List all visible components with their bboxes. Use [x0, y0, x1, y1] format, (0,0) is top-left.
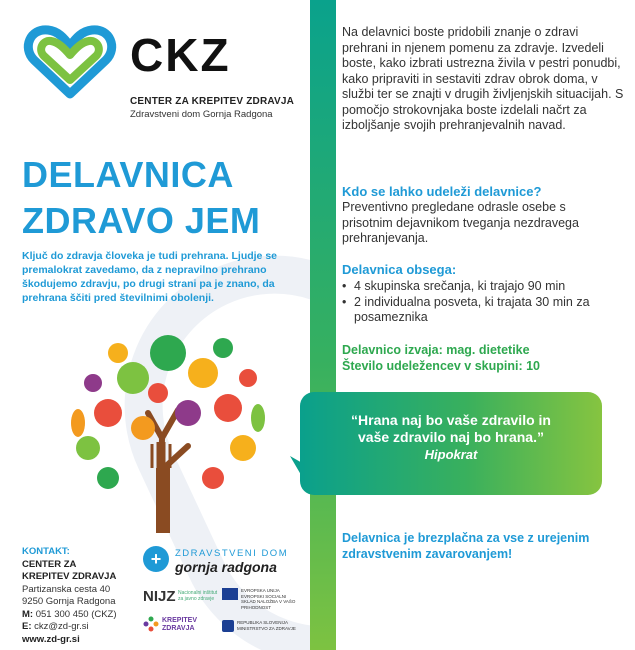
brand-name: CKZ — [130, 29, 231, 81]
title-line-1: DELAVNICA — [22, 154, 234, 195]
contact-block — [22, 546, 117, 646]
list-item: • 2 individualna posveta, ki trajata 30 min za posameznika — [342, 295, 622, 326]
slovenia-coat-of-arms-icon — [222, 620, 234, 632]
kz-line2: ZDRAVJA — [162, 625, 195, 632]
krepitev-zdravja-text — [162, 617, 197, 633]
closing-note: Delavnica je brezplačna za vse z urejenim zdravstvenim zavarovanjem! — [342, 531, 590, 561]
intro-text: Ključ do zdravja človeka je tudi prehrana. Ljudje se premalokrat zavedamo, da z nepravilno prehrano škodujemo zdravju, po drugi strani pa je znano, da prehrana ščiti pred številnimi obolenji. — [22, 250, 277, 304]
medical-cross-icon: + — [143, 546, 169, 572]
org-subtitle: Zdravstveni dom Gornja Radgona — [130, 109, 273, 120]
phone-label: M: — [22, 608, 34, 620]
contact-phone-row — [22, 609, 117, 622]
ckz-heart-logo-icon — [20, 22, 120, 102]
eu-logo-text: EVROPSKA UNIJA EVROPSKI SOCIALNI SKLAD NALOŽBA V VAŠO PRIHODNOST — [241, 588, 296, 610]
quote-bubble — [300, 392, 602, 495]
contact-label: KONTAKT: — [22, 546, 70, 557]
who-heading: Kdo se lahko udeleži delavnice? — [342, 184, 542, 199]
eu-flag-icon — [222, 588, 238, 600]
contact-street: Partizanska cesta 40 — [22, 583, 111, 595]
contact-name-line1: CENTER ZA — [22, 558, 77, 570]
org-name: CENTER ZA KREPITEV ZDRAVJA — [130, 96, 295, 107]
participants-line: Število udeležencev v skupini: 10 — [342, 359, 540, 373]
contact-email[interactable]: ckz@zd-gr.si — [34, 621, 89, 632]
ministry-text: REPUBLIKA SLOVENIJA MINISTRSTVO ZA ZDRAVJE — [237, 620, 296, 631]
contact-city: 9250 Gornja Radgona — [22, 596, 116, 607]
quote-text: “Hrana naj bo vaše zdravilo in vaše zdravilo naj bo hrana.” — [351, 412, 551, 445]
list-item: • 4 skupinska srečanja, ki trajajo 90 min — [342, 279, 622, 295]
zd-logo-line1: ZDRAVSTVENI DOM — [175, 548, 289, 559]
quote-author: Hipokrat — [424, 447, 478, 462]
nijz-subtitle: Nacionalni inštitut za javno zdravje — [178, 590, 218, 602]
vegetable-tree-illustration — [48, 318, 288, 533]
zd-gornja-radgona-logo — [143, 546, 308, 586]
zd-logo-line2: gornja radgona — [175, 559, 277, 575]
nijz-logo: NIJZ — [143, 588, 176, 605]
krepitev-zdravja-logo-icon — [143, 616, 159, 632]
email-label: E: — [22, 621, 32, 632]
instructor-line: Delavnico izvaja: mag. dietetike — [342, 343, 530, 357]
contact-web[interactable]: www.zd-gr.si — [22, 633, 80, 645]
description-paragraph: Na delavnici boste pridobili znanje o zdravi prehrani in njenem pomenu za zdravje. Izvedeli boste, kako izbrati ustrezna živila v pestri ponudbi, kako pripraviti in sestaviti zdrav obrok doma, v službi ter se znajti v drugih življenjskih situacijah. S pomočjo strokovnjaka boste izdelali načrt za izboljšanje svojih prehranjevalnih navad. — [342, 25, 624, 132]
left-panel — [0, 0, 310, 650]
contact-email-row — [22, 621, 117, 634]
contact-name-line2: KREPITEV ZDRAVJA — [22, 571, 117, 582]
scope-heading: Delavnica obsega: — [342, 262, 457, 277]
scope-list — [342, 279, 622, 326]
right-panel — [336, 0, 635, 650]
who-text: Preventivno pregledane odrasle osebe s prisotnim dejavnikom tveganja nezdravega prehranjevanja. — [342, 200, 579, 245]
gradient-divider — [310, 0, 336, 650]
title-line-2: ZDRAVO JEM — [22, 200, 261, 241]
page-title — [22, 152, 260, 244]
contact-phone[interactable]: 051 300 450 (CKZ) — [35, 608, 117, 620]
kz-line1: KREPITEV — [162, 617, 198, 624]
